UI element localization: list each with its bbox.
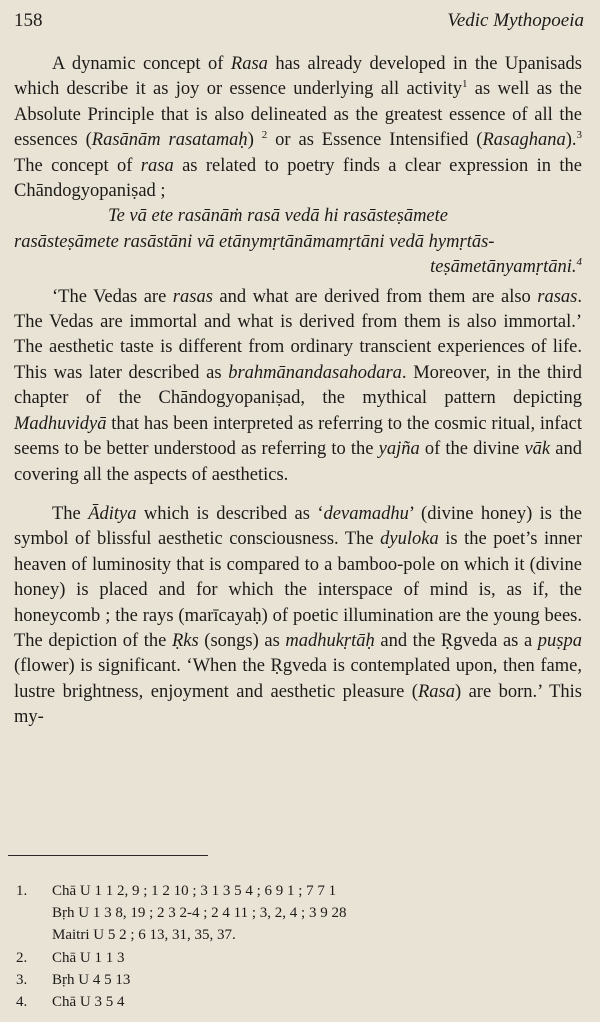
footnote-1 [16, 880, 580, 947]
paragraph-2: ‘The Vedas are rasas and what are derived from them are also rasas. The Vedas are immortal and what is derived from them is also immortal.’ The aesthetic taste is different from ordinary transcient experiences of life. This was later described as brahmānandasahodara. Moreover, in the third chapter of the Chāndogyopaniṣad, the mythical pattern depicting Madhuvidyā that has been interpreted as referring to the cosmic ritual, infact seems to be better understood as referring to the yajña of the divine vāk and covering all the aspects of aesthetics. [14, 286, 582, 485]
footnote-line: Chā U 1 1 3 [52, 949, 125, 966]
footnote-4 [16, 991, 580, 1013]
footnote-number: 3. [16, 971, 28, 988]
verse-line-1: Te vā ete rasānāṁ rasā vedā hi rasāsteṣāmete [108, 206, 448, 227]
body-text [14, 52, 582, 731]
footnote-ref-1: 1 [461, 78, 468, 91]
footnote-divider [8, 855, 208, 856]
footnote-ref-2: 2 [261, 129, 268, 142]
footnote-number: 1. [16, 883, 28, 899]
footnote-3 [16, 969, 580, 991]
page-number: 158 [14, 10, 43, 31]
footnote-number: 4. [16, 994, 28, 1011]
footnote-line: Maitri U 5 2 ; 6 13, 31, 35, 37. [52, 927, 236, 944]
verse-line-2: rasāsteṣāmete rasāstāni vā etānymṛtānāmamṛtāni vedā hymṛtās- [14, 231, 495, 252]
page-header [14, 4, 584, 34]
footnote-line: Chā U 1 1 2, 9 ; 1 2 10 ; 3 1 3 5 4 ; 6 9 1 ; 7 7 1 [52, 883, 337, 899]
sanskrit-verse-quote [14, 204, 582, 280]
paragraph-1: A dynamic concept of Rasa has already developed in the Upanisads which describe it as joy or essence underlying all activity$^1$ as well as the Absolute Principle that is also delineated as the greatest essence of all the essences (Rasānām rasatamaḥ) $^2$ or as Essence Intensified (Rasaghana).$^3$ The concept of rasa as related to poetry finds a clear expression in the Chāndogyopaniṣad ; [14, 54, 583, 202]
footnote-line: Bṛh U 4 5 13 [52, 971, 131, 988]
footnote-ref-3: 3 [576, 129, 583, 142]
footnotes [16, 880, 580, 1013]
running-title: Vedic Mythopoeia [447, 10, 584, 31]
footnote-line: Bṛh U 1 3 8, 19 ; 2 3 2-4 ; 2 4 11 ; 3, 2, 4 ; 3 9 28 [52, 905, 347, 922]
footnote-2 [16, 947, 580, 969]
paragraph-3: The Āditya which is described as ‘devamadhu’ (divine honey) is the symbol of blissful aesthetic consciousness. The dyuloka is the poet’s inner heaven of luminosity that is compared to a bamboo-pole on which it (divine honey) is placed and for which the interspace of mind is, as if, the honeycomb ; the rays (marīcayaḥ) of poetic illumination are the young bees. The depiction of the Ṛks (songs) as madhukṛtāḥ and the Ṛgveda as a puṣpa (flower) is significant. ‘When the Ṛgveda is contemplated upon, then fame, lustre brightness, enjoyment and aesthetic pleasure (Rasa) are born.’ This my- [14, 503, 583, 728]
footnote-ref-4: 4 [576, 256, 582, 269]
footnote-line: Chā U 3 5 4 [52, 994, 125, 1011]
verse-line-3: teṣāmetānyamṛtāni.$^4$ [430, 256, 582, 278]
footnote-number: 2. [16, 949, 28, 966]
